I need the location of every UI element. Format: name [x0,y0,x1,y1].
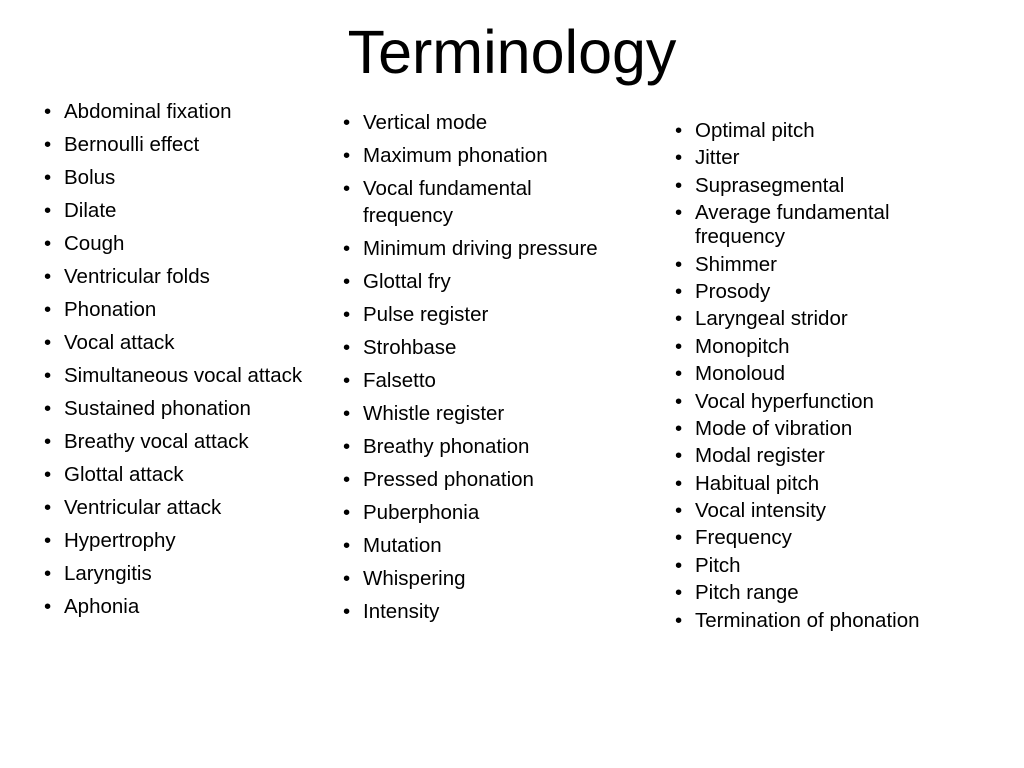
list-item: • Habitual pitch [675,472,945,496]
list-item: • Optimal pitch [675,119,945,143]
list-item: • Dilate [44,199,302,223]
list-item: • Mutation [343,532,598,559]
list-item: • Modal register [675,444,945,468]
list-item: • Intensity [343,598,598,625]
list-item: • Simultaneous vocal attack [44,364,302,388]
list-item: • Ventricular attack [44,496,302,520]
list-item: • Abdominal fixation [44,100,302,124]
list-item: • Vocal intensity [675,499,945,523]
list-item: • Pressed phonation [343,466,598,493]
list-item: • Mode of vibration [675,417,945,441]
list-item: • Phonation [44,298,302,322]
list-item: • Cough [44,232,302,256]
list-item: • Prosody [675,280,945,304]
list-item: • Termination of phonation [675,609,945,633]
list-item: • Monoloud [675,362,945,386]
list-item: • Suprasegmental [675,174,945,198]
list-item: • Monopitch [675,335,945,359]
list-item: • Laryngitis [44,562,302,586]
list-item: • Falsetto [343,367,598,394]
list-item: • Glottal fry [343,268,598,295]
list-item: • Vertical mode [343,109,598,136]
list-item: • Glottal attack [44,463,302,487]
list-item: • Whistle register [343,400,598,427]
list-item: • Hypertrophy [44,529,302,553]
list-item: • Minimum driving pressure [343,235,598,262]
list-item: • Puberphonia [343,499,598,526]
list-item: • Laryngeal stridor [675,307,945,331]
list-item: • Breathy vocal attack [44,430,302,454]
term-list-column-1 [44,100,302,628]
list-item: • Vocal attack [44,331,302,355]
list-item: • Bolus [44,166,302,190]
list-item: • Frequency [675,526,945,550]
list-item: • Whispering [343,565,598,592]
list-item: • Pitch [675,554,945,578]
list-item: • Bernoulli effect [44,133,302,157]
list-item: • Pitch range [675,581,945,605]
list-item: • Jitter [675,146,945,170]
list-item: • Aphonia [44,595,302,619]
list-item: • Vocal fundamental frequency [343,175,593,229]
list-item: • Average fundamental frequency [675,201,945,249]
list-item: • Ventricular folds [44,265,302,289]
list-item: • Shimmer [675,253,945,277]
list-item: • Breathy phonation [343,433,598,460]
list-item: • Vocal hyperfunction [675,390,945,414]
list-item: • Pulse register [343,301,598,328]
slide-title: Terminology [347,18,677,86]
list-item: • Sustained phonation [44,397,302,421]
list-item: • Strohbase [343,334,598,361]
term-list-column-2 [343,109,598,631]
term-list-column-3 [675,119,945,636]
list-item: • Maximum phonation [343,142,598,169]
